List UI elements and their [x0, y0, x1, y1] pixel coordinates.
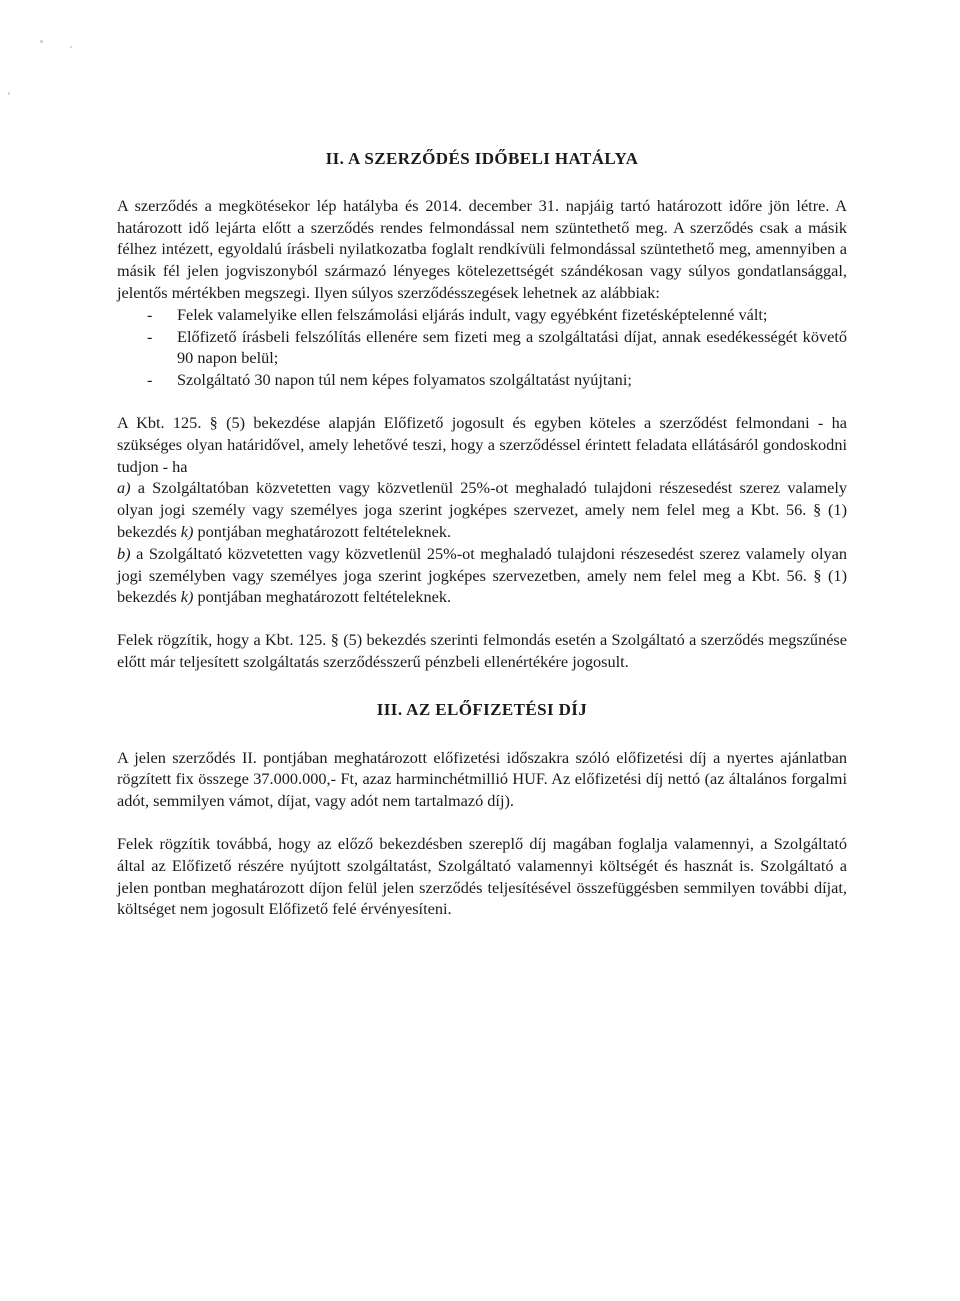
breach-list — [117, 304, 847, 391]
condition-b-letter: b) — [117, 543, 131, 563]
section-3-paragraph-2: Felek rögzítik továbbá, hogy az előző bekezdésben szereplő díj magában foglalja valamennyi, a Szolgáltató által az Előfizető részére nyújtott szolgáltatást, Szolgáltató valamennyi költségét és hasznát is. Szolgáltató a jelen pontban meghatározott díjon felül jelen szerződés teljesítésével összefüggésben semmilyen további díjat, költséget nem jogosult Előfizető felé érvényesíteni. — [117, 833, 847, 919]
section-2-paragraph-1: A szerződés a megkötésekor lép hatályba és 2014. december 31. napjáig tartó határozott időre jön létre. A határozott idő lejárta előtt a szerződés rendes felmondással nem szüntethető meg. A szerződés csak a másik félhez intézett, egyoldalú írásbeli nyilatkozatba foglalt rendkívüli felmondással szüntethető meg, amennyiben a másik fél jelen jogviszonyból származó lényeges kötelezettségét szándékosan vagy súlyos gondatlansággal, jelentős mértékben megszegi. Ilyen súlyos szerződésszegések lehetnek az alábbiak: — [117, 195, 847, 302]
condition-b-text-end: pontjában meghatározott feltételeknek. — [193, 587, 452, 607]
paragraph-gap — [117, 608, 847, 629]
condition-b — [117, 543, 847, 608]
scan-speck — [40, 40, 43, 43]
paragraph-gap — [117, 391, 847, 412]
section-2-heading: II. A SZERZŐDÉS IDŐBELI HATÁLYA — [325, 149, 639, 168]
condition-a — [117, 477, 847, 542]
condition-a-text-start: a Szolgáltatóban közvetetten vagy közvetlenül 25%-ot meghaladó tulajdoni részesedést szerez valamely olyan jogi személy vagy személyes joga szerint jogképes szervezet, amely nem felel meg a Kbt. 56. § (1) bekezdés — [117, 478, 847, 541]
section-3-heading: III. AZ ELŐFIZETÉSI DÍJ — [376, 699, 588, 719]
breach-list-item: - Felek valamelyike ellen felszámolási eljárás indult, vagy egyébként fizetésképtelenné vált; — [117, 304, 847, 326]
section-3-paragraph-1: A jelen szerződés II. pontjában meghatározott előfizetési időszakra szóló előfizetési díj a nyertes ajánlatban rögzített fix összege 37.000.000,- Ft, azaz harminchétmillió HUF. Az előfizetési díj nettó (az általános forgalmi adót, semmilyen vámot, díjat, vagy adót nem tartalmazó díj). — [117, 747, 847, 811]
section-2-paragraph-3: Felek rögzítik, hogy a Kbt. 125. § (5) bekezdés szerinti felmondás esetén a Szolgáltató a szerződés megszűnése előtt már teljesített szolgáltatás szerződésszerű pénzbeli ellenértékére jogosult. — [117, 630, 847, 671]
condition-a-point-ref: k) — [180, 521, 194, 541]
condition-b-text-start: a Szolgáltató közvetetten vagy közvetlenül 25%-ot meghaladó tulajdoni részesedést szerez valamely olyan jogi személyben vagy személyes joga szerint jogképes szervezetben, amely nem felel meg a Kbt. 56. § (1) bekezdés — [117, 543, 847, 607]
condition-a-text-end: pontjában meghatározott feltételeknek. — [193, 521, 452, 541]
breach-list-item: - Szolgáltató 30 napon túl nem képes folyamatos szolgáltatást nyújtani; — [117, 369, 847, 391]
section-2-paragraph-2: A Kbt. 125. § (5) bekezdése alapján Előfizető jogosult és egyben köteles a szerződést felmondani - ha szükséges olyan határidővel, amely lehetővé teszi, hogy a szerződéssel érintett feladata ellátásáról gondoskodni tudjon - ha — [117, 412, 847, 476]
document-body — [117, 148, 847, 920]
scan-speck — [70, 46, 72, 48]
breach-list-item: - Előfizető írásbeli felszólítás ellenére sem fizeti meg a szolgáltatási díjat, annak esedékességét követő 90 napon belül; — [117, 326, 847, 370]
condition-a-letter: a) — [117, 478, 131, 498]
condition-b-point-ref: k) — [180, 587, 194, 607]
paragraph-gap — [117, 812, 847, 833]
scan-speck — [8, 92, 10, 95]
